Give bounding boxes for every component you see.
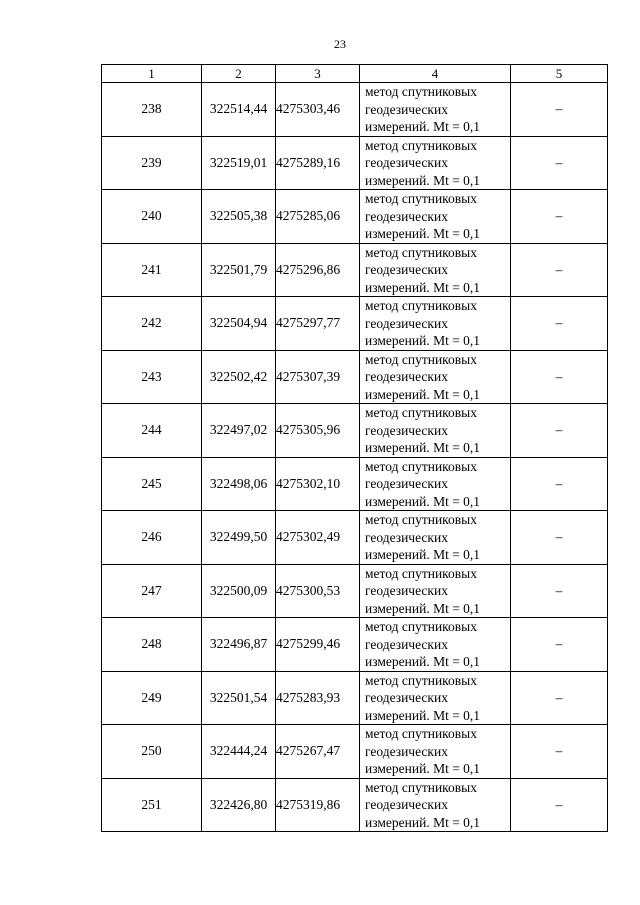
note-dash: – xyxy=(511,564,608,618)
method-line: метод спутниковых xyxy=(365,726,477,741)
table-body xyxy=(102,83,608,832)
coordinate-x: 322505,38 xyxy=(202,190,276,244)
point-number: 245 xyxy=(102,457,202,511)
method-description xyxy=(360,618,511,672)
coordinate-x: 322501,79 xyxy=(202,243,276,297)
point-number: 251 xyxy=(102,778,202,832)
header-row xyxy=(102,65,608,83)
point-number: 242 xyxy=(102,297,202,351)
header-col-2: 2 xyxy=(202,65,276,83)
table-row xyxy=(102,136,608,190)
method-line: измерений. Mt = 0,1 xyxy=(365,654,481,669)
coordinate-x: 322498,06 xyxy=(202,457,276,511)
coordinate-y: 4275299,46 xyxy=(276,618,360,672)
method-description xyxy=(360,243,511,297)
coordinate-y: 4275283,93 xyxy=(276,671,360,725)
method-description xyxy=(360,511,511,565)
coordinate-y: 4275302,49 xyxy=(276,511,360,565)
note-dash: – xyxy=(511,190,608,244)
method-line: метод спутниковых xyxy=(365,565,477,581)
method-line: геодезических xyxy=(365,583,448,598)
method-line: геодезических xyxy=(365,797,448,812)
method-description xyxy=(360,457,511,511)
method-line: метод спутниковых xyxy=(365,191,477,206)
method-line: измерений. Mt = 0,1 xyxy=(365,600,481,616)
header-col-3: 3 xyxy=(276,65,360,83)
coordinate-y: 4275302,10 xyxy=(276,457,360,511)
point-number: 240 xyxy=(102,190,202,244)
coordinate-y: 4275267,47 xyxy=(276,725,360,779)
coordinate-y: 4275297,77 xyxy=(276,297,360,351)
method-line: геодезических xyxy=(365,476,448,491)
method-line: геодезических xyxy=(365,422,448,438)
method-line: геодезических xyxy=(365,743,448,759)
method-line: измерений. Mt = 0,1 xyxy=(365,493,481,509)
method-line: измерений. Mt = 0,1 xyxy=(365,761,481,776)
method-description xyxy=(360,404,511,458)
method-line: метод спутниковых xyxy=(365,458,477,474)
method-line: измерений. Mt = 0,1 xyxy=(365,386,481,402)
point-number: 246 xyxy=(102,511,202,565)
method-description xyxy=(360,136,511,190)
note-dash: – xyxy=(511,778,608,832)
method-line: метод спутниковых xyxy=(365,779,477,795)
point-number: 244 xyxy=(102,404,202,458)
note-dash: – xyxy=(511,243,608,297)
coordinate-x: 322519,01 xyxy=(202,136,276,190)
method-line: метод спутниковых xyxy=(365,672,477,688)
point-number: 243 xyxy=(102,350,202,404)
coordinate-y: 4275305,96 xyxy=(276,404,360,458)
method-description xyxy=(360,190,511,244)
point-number: 248 xyxy=(102,618,202,672)
coordinate-y: 4275300,53 xyxy=(276,564,360,618)
method-line: геодезических xyxy=(365,690,448,705)
coordinate-x: 322497,02 xyxy=(202,404,276,458)
coordinate-y: 4275307,39 xyxy=(276,350,360,404)
coordinate-x: 322499,50 xyxy=(202,511,276,565)
coordinate-x: 322502,42 xyxy=(202,350,276,404)
method-line: измерений. Mt = 0,1 xyxy=(365,172,481,188)
method-line: измерений. Mt = 0,1 xyxy=(365,707,481,723)
coordinate-y: 4275289,16 xyxy=(276,136,360,190)
coordinate-x: 322514,44 xyxy=(202,83,276,137)
coordinate-x: 322444,24 xyxy=(202,725,276,779)
method-line: метод спутниковых xyxy=(365,405,477,420)
page-number: 23 xyxy=(334,37,346,51)
header-col-5: 5 xyxy=(511,65,608,83)
point-number: 249 xyxy=(102,671,202,725)
method-line: измерений. Mt = 0,1 xyxy=(365,279,481,295)
table-row xyxy=(102,511,608,565)
method-line: метод спутниковых xyxy=(365,512,477,527)
point-number: 250 xyxy=(102,725,202,779)
point-number: 238 xyxy=(102,83,202,137)
coordinate-x: 322504,94 xyxy=(202,297,276,351)
method-line: геодезических xyxy=(365,101,448,117)
coordinate-y: 4275319,86 xyxy=(276,778,360,832)
method-description xyxy=(360,83,511,137)
note-dash: – xyxy=(511,297,608,351)
table-row xyxy=(102,350,608,404)
coordinate-x: 322496,87 xyxy=(202,618,276,672)
method-line: измерений. Mt = 0,1 xyxy=(365,333,481,348)
coordinates-table xyxy=(101,64,608,832)
table-row xyxy=(102,671,608,725)
note-dash: – xyxy=(511,136,608,190)
method-line: метод спутниковых xyxy=(365,619,477,634)
method-description xyxy=(360,564,511,618)
method-line: геодезических xyxy=(365,155,448,170)
header-col-4: 4 xyxy=(360,65,511,83)
method-line: геодезических xyxy=(365,529,448,545)
table-row xyxy=(102,83,608,137)
note-dash: – xyxy=(511,511,608,565)
method-line: измерений. Mt = 0,1 xyxy=(365,547,481,562)
table-row xyxy=(102,190,608,244)
table-header xyxy=(102,65,608,83)
method-description xyxy=(360,350,511,404)
method-line: геодезических xyxy=(365,262,448,277)
method-line: геодезических xyxy=(365,208,448,224)
method-line: метод спутниковых xyxy=(365,351,477,367)
note-dash: – xyxy=(511,404,608,458)
note-dash: – xyxy=(511,457,608,511)
point-number: 241 xyxy=(102,243,202,297)
method-description xyxy=(360,671,511,725)
point-number: 239 xyxy=(102,136,202,190)
table-row xyxy=(102,243,608,297)
note-dash: – xyxy=(511,83,608,137)
method-line: измерений. Mt = 0,1 xyxy=(365,226,481,241)
method-description xyxy=(360,778,511,832)
coordinate-y: 4275303,46 xyxy=(276,83,360,137)
table-row xyxy=(102,297,608,351)
note-dash: – xyxy=(511,350,608,404)
coordinate-y: 4275285,06 xyxy=(276,190,360,244)
method-line: геодезических xyxy=(365,369,448,384)
method-description xyxy=(360,297,511,351)
note-dash: – xyxy=(511,671,608,725)
method-line: метод спутниковых xyxy=(365,244,477,260)
header-col-1: 1 xyxy=(102,65,202,83)
point-number: 247 xyxy=(102,564,202,618)
method-line: геодезических xyxy=(365,315,448,331)
table-row xyxy=(102,457,608,511)
method-line: измерений. Mt = 0,1 xyxy=(365,814,481,830)
table-row xyxy=(102,618,608,672)
coordinate-x: 322426,80 xyxy=(202,778,276,832)
method-line: метод спутниковых xyxy=(365,137,477,153)
method-description xyxy=(360,725,511,779)
table-row xyxy=(102,778,608,832)
coordinate-x: 322501,54 xyxy=(202,671,276,725)
method-line: измерений. Mt = 0,1 xyxy=(365,440,481,455)
method-line: геодезических xyxy=(365,636,448,652)
coordinate-x: 322500,09 xyxy=(202,564,276,618)
method-line: метод спутниковых xyxy=(365,298,477,313)
table-row xyxy=(102,564,608,618)
method-line: измерений. Mt = 0,1 xyxy=(365,119,481,134)
note-dash: – xyxy=(511,725,608,779)
method-line: метод спутниковых xyxy=(365,84,477,99)
table-row xyxy=(102,725,608,779)
note-dash: – xyxy=(511,618,608,672)
coordinate-y: 4275296,86 xyxy=(276,243,360,297)
table-row xyxy=(102,404,608,458)
